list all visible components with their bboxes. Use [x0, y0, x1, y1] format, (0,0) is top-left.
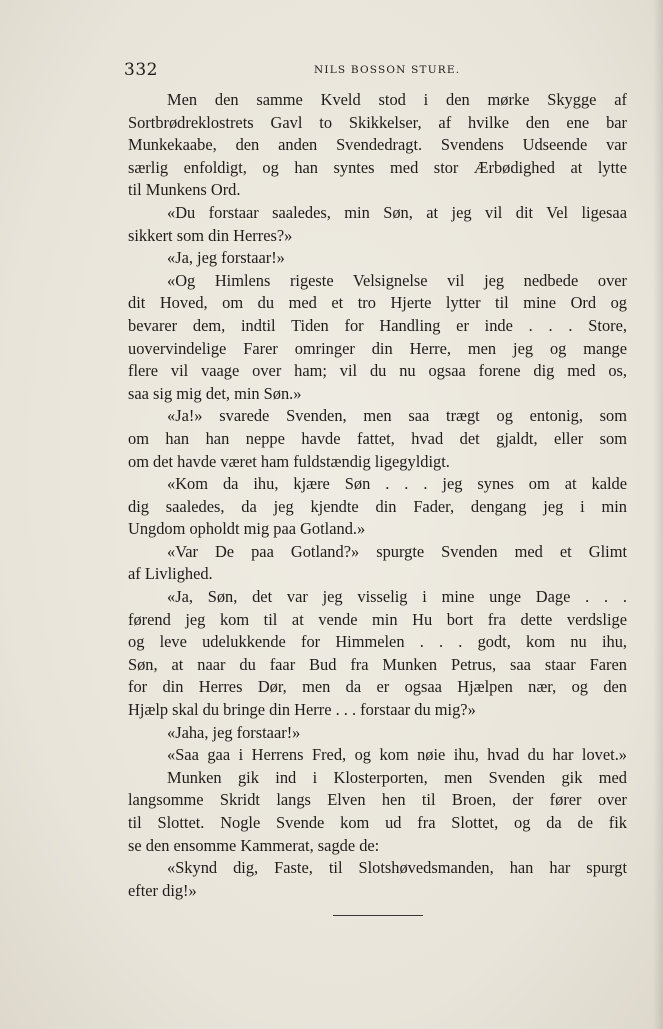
- text-line: bevarer dem, indtil Tiden for Handling er inde . . . Store,: [128, 315, 627, 335]
- text-line: sikkert som din Herres?»: [128, 225, 293, 245]
- text-line: om det havde været ham fuldstændig ligegyldigt.: [128, 451, 450, 471]
- text-line: Sortbrødreklostrets Gavl to Skikkelser, af hvilke den ene bar: [128, 112, 627, 132]
- end-rule: [333, 915, 423, 916]
- text-line: til Slottet. Nogle Svende kom ud fra Slottet, og da de fik: [128, 813, 627, 832]
- text-line: «Ja!» svarede Svenden, men saa trægt og entonig, som: [167, 406, 627, 426]
- running-head: NILS BOSSON STURE.: [314, 64, 461, 76]
- text-line: af Livlighed.: [128, 564, 213, 584]
- text-line: se den ensomme Kammerat, sagde de:: [128, 835, 380, 855]
- text-line: «Var De paa Gotland?» spurgte Svenden med et Glimt: [167, 541, 627, 561]
- body-text: [128, 89, 627, 902]
- page-number: 332: [124, 60, 158, 80]
- text-line: efter dig!»: [128, 880, 197, 900]
- text-line: og leve udelukkende for Himmelen . . . godt, kom nu ihu,: [128, 632, 627, 652]
- text-line: Søn, at naar du faar Bud fra Munken Petrus, saa staar Faren: [128, 654, 627, 674]
- text-line: «Du forstaar saaledes, min Søn, at jeg vil dit Vel ligesaa: [167, 202, 627, 222]
- page-header: [124, 60, 632, 84]
- text-line: «Ja, Søn, det var jeg visselig i mine unge Dage . . .: [167, 587, 627, 607]
- text-line: Hjælp skal du bringe din Herre . . . forstaar du mig?»: [128, 700, 476, 720]
- text-line: Ungdom opholdt mig paa Gotland.»: [128, 519, 366, 539]
- text-line: saa sig mig det, min Søn.»: [128, 383, 302, 403]
- text-line: flere vil vaage over ham; vil du nu ogsaa forene dig med os,: [128, 361, 627, 381]
- text-line: uovervindelige Farer omringer din Herre, men jeg og mange: [128, 338, 627, 358]
- text-line: Munken gik ind i Klosterporten, men Svenden gik med: [167, 767, 627, 787]
- text-line: om han han neppe havde fattet, hvad det gjaldt, eller som: [128, 428, 627, 448]
- text-line: dit Hoved, om du med et tro Hjerte lytter til mine Ord og: [128, 293, 627, 313]
- text-line: for din Herres Dør, men da er ogsaa Hjælpen nær, og den: [128, 677, 627, 697]
- text-line: Munkekaabe, den anden Svendedragt. Svendens Udseende var: [128, 135, 627, 155]
- text-line: «Kom da ihu, kjære Søn . . . jeg synes om at kalde: [167, 474, 627, 494]
- page-edge-shadow: [653, 0, 663, 1029]
- text-line: «Saa gaa i Herrens Fred, og kom nøie ihu, hvad du har lovet.»: [167, 745, 627, 765]
- text-line: Men den samme Kveld stod i den mørke Skygge af: [167, 90, 627, 109]
- text-line: langsomme Skridt langs Elven hen til Broen, der fører over: [128, 790, 627, 810]
- text-line: «Jaha, jeg forstaar!»: [167, 722, 301, 742]
- text-line: «Og Himlens rigeste Velsignelse vil jeg nedbede over: [167, 270, 627, 290]
- text-line: til Munkens Ord.: [128, 180, 241, 200]
- text-line: særlig enfoldigt, og han syntes med stor Ærbødighed at lytte: [128, 157, 627, 177]
- text-line: «Skynd dig, Faste, til Slotshøvedsmanden, han har spurgt: [167, 858, 627, 878]
- text-line: førend jeg kom til at vende min Hu bort fra dette verdslige: [128, 609, 627, 629]
- text-line: «Ja, jeg forstaar!»: [167, 248, 285, 268]
- text-line: dig saaledes, da jeg kjendte din Fader, dengang jeg i min: [128, 496, 627, 516]
